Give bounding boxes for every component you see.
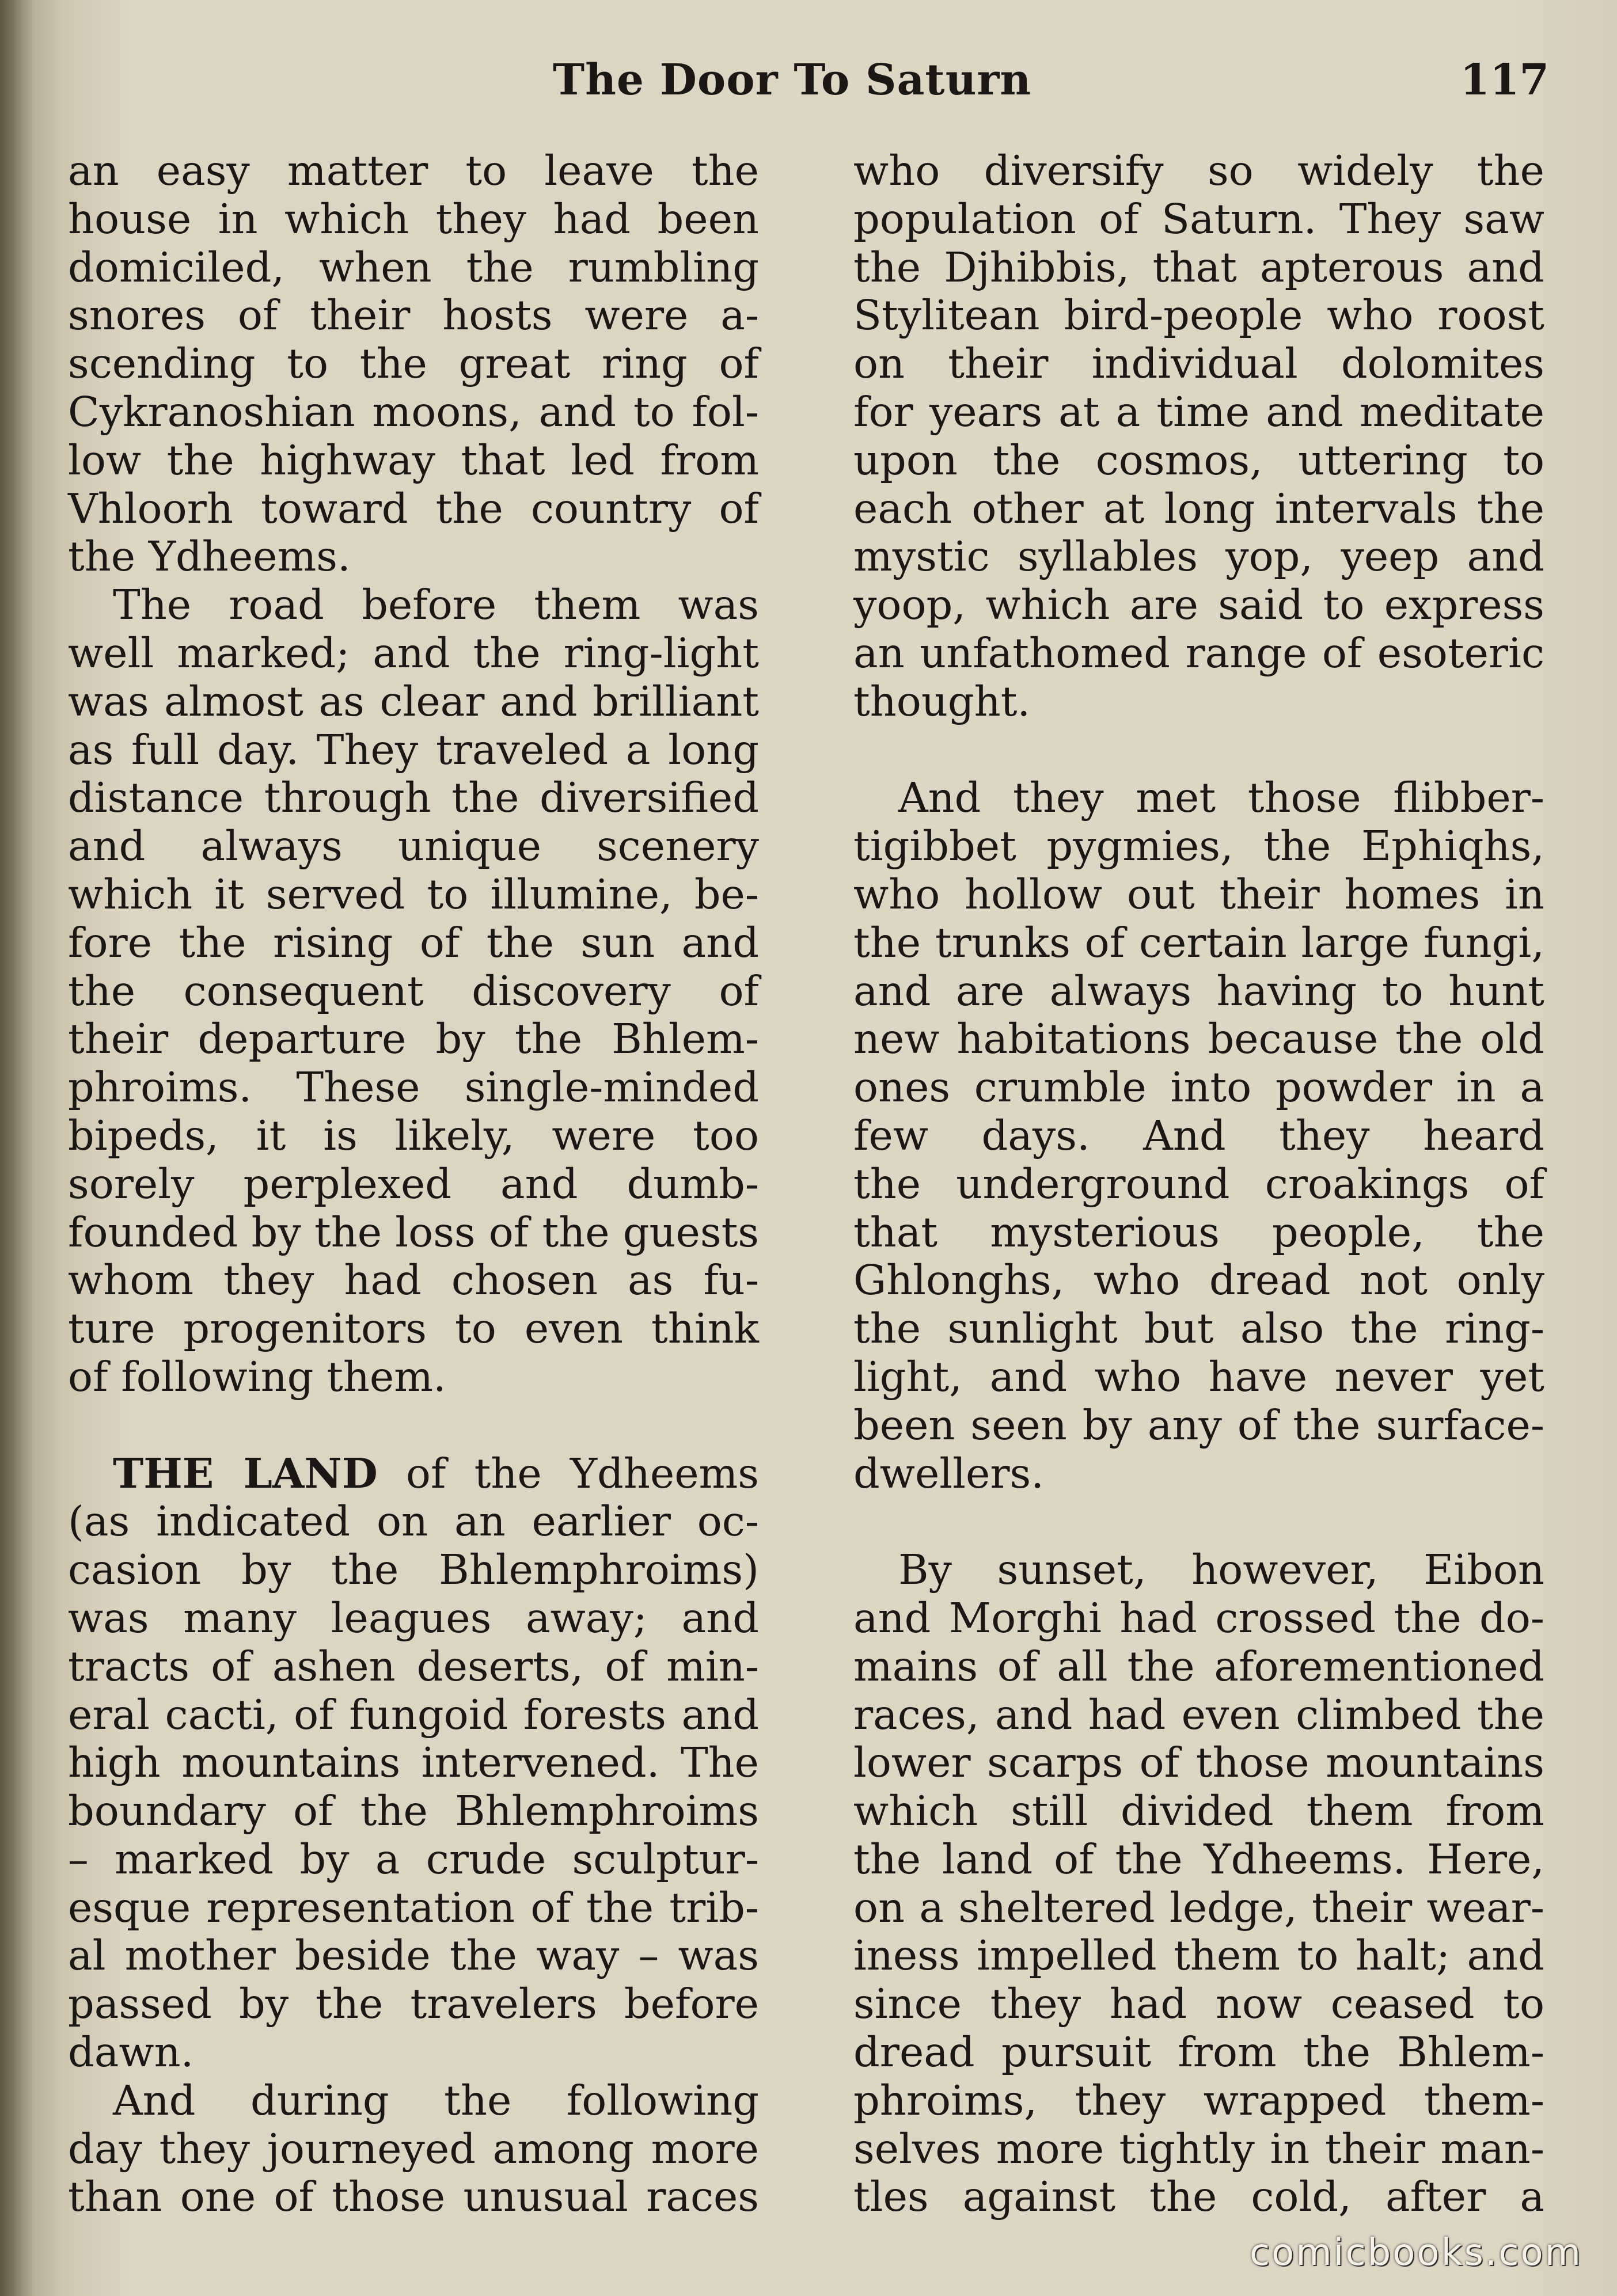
text-line: And during the following [113,2076,759,2124]
text-line: the underground croakings of [853,1160,1544,1208]
text-line: upon the cosmos, uttering to [853,436,1544,484]
text-line: that mysterious people, the [853,1208,1544,1256]
text-line: iness impelled them to halt; and [853,1932,1544,1980]
text-line [68,1450,759,1498]
text-line: since they had now ceased to [853,1980,1544,2028]
text-line: who diversify so widely the [853,147,1544,195]
text-line: was almost as clear and brilliant [68,677,759,725]
text-line: mains of all the aforementioned [853,1642,1544,1690]
right-column [853,147,1544,2221]
text-line: the sunlight but also the ring- [853,1305,1544,1353]
text-line: phroims. These single-minded [68,1063,759,1112]
text-line: sorely perplexed and dumb- [68,1160,759,1208]
text-line: mystic syllables yop, yeep and [853,533,1544,581]
text-line: dwellers. [853,1449,1044,1497]
text-line: snores of their hosts were a- [68,291,759,340]
text-line: who hollow out their homes in [853,870,1544,918]
text-line: domiciled, when the rumbling [68,243,759,291]
text-line: phroims, they wrapped them- [853,2076,1544,2124]
text-line: founded by the loss of the guests [68,1208,759,1256]
paragraph [68,2077,759,2221]
text-line: dawn. [68,2028,194,2077]
text-line: than one of those unusual races [68,2173,759,2221]
text-line: distance through the diversified [68,774,759,822]
text-line: light, and who have never yet [853,1352,1544,1401]
text-line: the consequent discovery of [68,967,759,1015]
text-line: selves more tightly in their man- [853,2124,1544,2173]
text-line: Cykranoshian moons, and to fol- [68,387,759,436]
text-line: – marked by a crude sculptur- [68,1835,759,1883]
text-line: tigibbet pygmies, the Ephiqhs, [853,822,1544,870]
text-line: yoop, which are said to express [853,581,1544,629]
paragraph [853,774,1544,1497]
text-line: each other at long intervals the [853,484,1544,533]
text-line: Vhloorh toward the country of [68,484,759,533]
text-line: low the highway that led from [68,436,759,484]
paragraph [68,1450,759,2077]
text-line: casion by the Bhlemphroims) [68,1546,759,1594]
text-line: thought. [853,677,1031,725]
text-line: on their individual dolomites [853,340,1544,388]
text-line: of following them. [68,1352,446,1401]
text-line: races, and had even climbed the [853,1690,1544,1739]
text-line: an unfathomed range of esoteric [853,629,1544,677]
text-line: bipeds, it is likely, were too [68,1111,759,1160]
text-line: high mountains intervened. The [68,1739,759,1787]
text-line: day they journeyed among more [68,2124,759,2173]
text-line: which it served to illumine, be- [68,870,759,918]
text-line: By sunset, however, Eibon [898,1546,1544,1594]
text-line: Stylitean bird-people who roost [853,291,1544,340]
text-line: few days. And they heard [853,1111,1544,1160]
text-line: their departure by the Bhlem- [68,1015,759,1063]
text-line: tracts of ashen deserts, of min- [68,1642,759,1690]
text-line: on a sheltered ledge, their wear- [853,1883,1544,1932]
text-line: new habitations because the old [853,1015,1544,1063]
text-fragment: of the Ydheems [377,1449,759,1497]
text-line: ture progenitors to even think [68,1305,759,1353]
paragraph [853,147,1544,726]
text-line: been seen by any of the surface- [853,1401,1544,1449]
text-line: esque representation of the trib- [68,1883,759,1932]
paragraph [68,581,759,1401]
watermark: comicbooks.com [1249,2232,1582,2274]
text-line: house in which they had been [68,195,759,243]
section-break [68,1401,759,1450]
text-line: eral cacti, of fungoid forests and [68,1690,759,1739]
text-line: dread pursuit from the Bhlem- [853,2028,1544,2077]
text-line: lower scarps of those mountains [853,1739,1544,1787]
section-break [853,1497,1544,1546]
text-line: passed by the travelers before [68,1980,759,2028]
text-line: fore the rising of the sun and [68,918,759,967]
text-line: al mother beside the way – was [68,1932,759,1980]
gutter-shadow [0,0,35,2296]
text-line: well marked; and the ring-light [68,629,759,677]
text-line: and always unique scenery [68,822,759,870]
text-line: scending to the great ring of [68,340,759,388]
page-number: 117 [1460,55,1549,105]
left-column [68,147,759,2221]
text-line: an easy matter to leave the [68,147,759,195]
text-line: The road before them was [113,581,759,629]
paragraph [853,1546,1544,2221]
text-line: (as indicated on an earlier oc- [68,1497,759,1546]
text-line: boundary of the Bhlemphroims [68,1787,759,1835]
text-line: population of Saturn. They saw [853,195,1544,243]
text-line: as full day. They traveled a long [68,725,759,774]
text-line: the land of the Ydheems. Here, [853,1835,1544,1883]
text-line: and Morghi had crossed the do- [853,1594,1544,1642]
text-line: And they met those flibber- [898,774,1544,822]
text-line: Ghlonghs, who dread not only [853,1256,1544,1305]
text-line: tles against the cold, after a [853,2173,1544,2221]
section-lead-in: THE LAND [113,1449,378,1497]
text-line: the Djhibbis, that apterous and [853,243,1544,291]
text-line: for years at a time and meditate [853,387,1544,436]
running-title: The Door To Saturn [553,55,1032,105]
text-line: and are always having to hunt [853,967,1544,1015]
text-line: which still divided them from [853,1787,1544,1835]
section-break [853,726,1544,774]
text-line: was many leagues away; and [68,1594,759,1642]
text-line: the Ydheems. [68,533,351,581]
paragraph [68,147,759,581]
text-line: the trunks of certain large fungi, [853,918,1544,967]
text-line: ones crumble into powder in a [853,1063,1544,1112]
text-line: whom they had chosen as fu- [68,1256,759,1305]
